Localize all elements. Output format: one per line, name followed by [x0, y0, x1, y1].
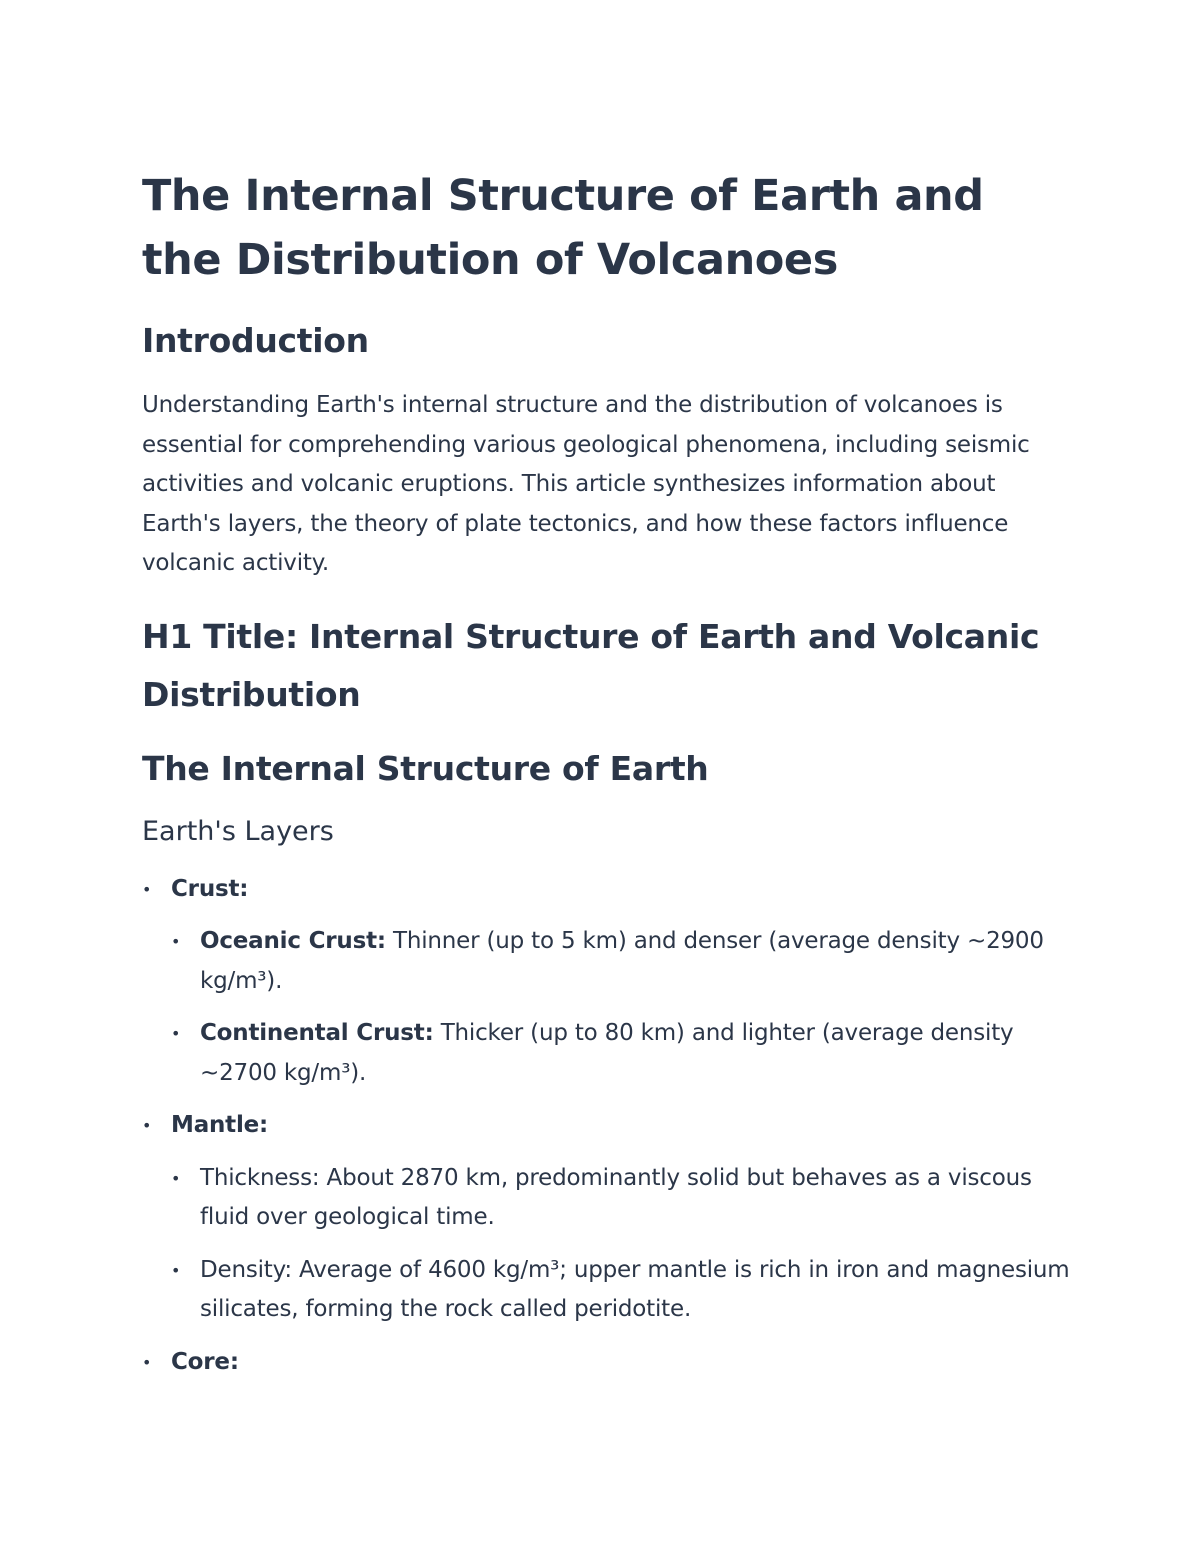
- bullet-icon: •: [142, 879, 152, 899]
- bullet-icon: •: [142, 1352, 152, 1372]
- crust-sublist: [142, 922, 1072, 1093]
- list-item-mantle-density: [142, 1251, 1072, 1330]
- list-item-continental-crust: [142, 1014, 1072, 1093]
- bullet-icon: •: [142, 1116, 152, 1135]
- bullet-icon: •: [171, 1024, 181, 1043]
- continental-crust-text: Thicker (up to 80 km) and lighter (average density ~2700 kg/m³).: [200, 1020, 1014, 1086]
- h1-title-heading: H1 Title: Internal Structure of Earth and Volcanic Distribution: [142, 616, 1040, 714]
- internal-structure-heading: The Internal Structure of Earth: [142, 748, 709, 788]
- earths-layers-heading: Earth's Layers: [142, 815, 334, 847]
- bullet-icon: •: [171, 1260, 181, 1280]
- crust-label: Crust:: [171, 875, 249, 902]
- bullet-icon: •: [171, 932, 181, 951]
- mantle-density-text: Density: Average of 4600 kg/m³; upper mantle is rich in iron and magnesium silicates, forming the rock called peridotite.: [200, 1256, 1070, 1322]
- document-title: The Internal Structure of Earth and the Distribution of Volcanoes: [142, 171, 984, 285]
- mantle-label: Mantle:: [171, 1112, 269, 1138]
- list-item-oceanic-crust: [142, 922, 1072, 1001]
- mantle-sublist: [142, 1159, 1072, 1330]
- introduction-heading: Introduction: [142, 321, 369, 360]
- core-label: Core:: [171, 1348, 239, 1375]
- oceanic-crust-text: Thinner (up to 5 km) and denser (average density ~2900 kg/m³).: [200, 928, 1044, 994]
- list-item-core: [142, 1343, 1072, 1383]
- continental-crust-term: Continental Crust:: [200, 1020, 434, 1046]
- list-item-mantle-thickness: [142, 1159, 1072, 1238]
- oceanic-crust-term: Oceanic Crust:: [200, 928, 386, 954]
- bullet-icon: •: [171, 1168, 181, 1188]
- list-item-crust: [142, 870, 1072, 1094]
- list-item-mantle: [142, 1106, 1072, 1330]
- document-page: [142, 164, 1072, 1382]
- layers-list: [142, 870, 1072, 1383]
- mantle-thickness-text: Thickness: About 2870 km, predominantly solid but behaves as a viscous fluid over geological time.: [200, 1164, 1032, 1230]
- introduction-paragraph: Understanding Earth's internal structure and the distribution of volcanoes is essential for comprehending various geological phenomena, including seismic activities and volcanic eruptions. This article synthesizes information about Earth's layers, the theory of plate tectonics, and how these factors influence volcanic activity.: [142, 392, 1030, 576]
